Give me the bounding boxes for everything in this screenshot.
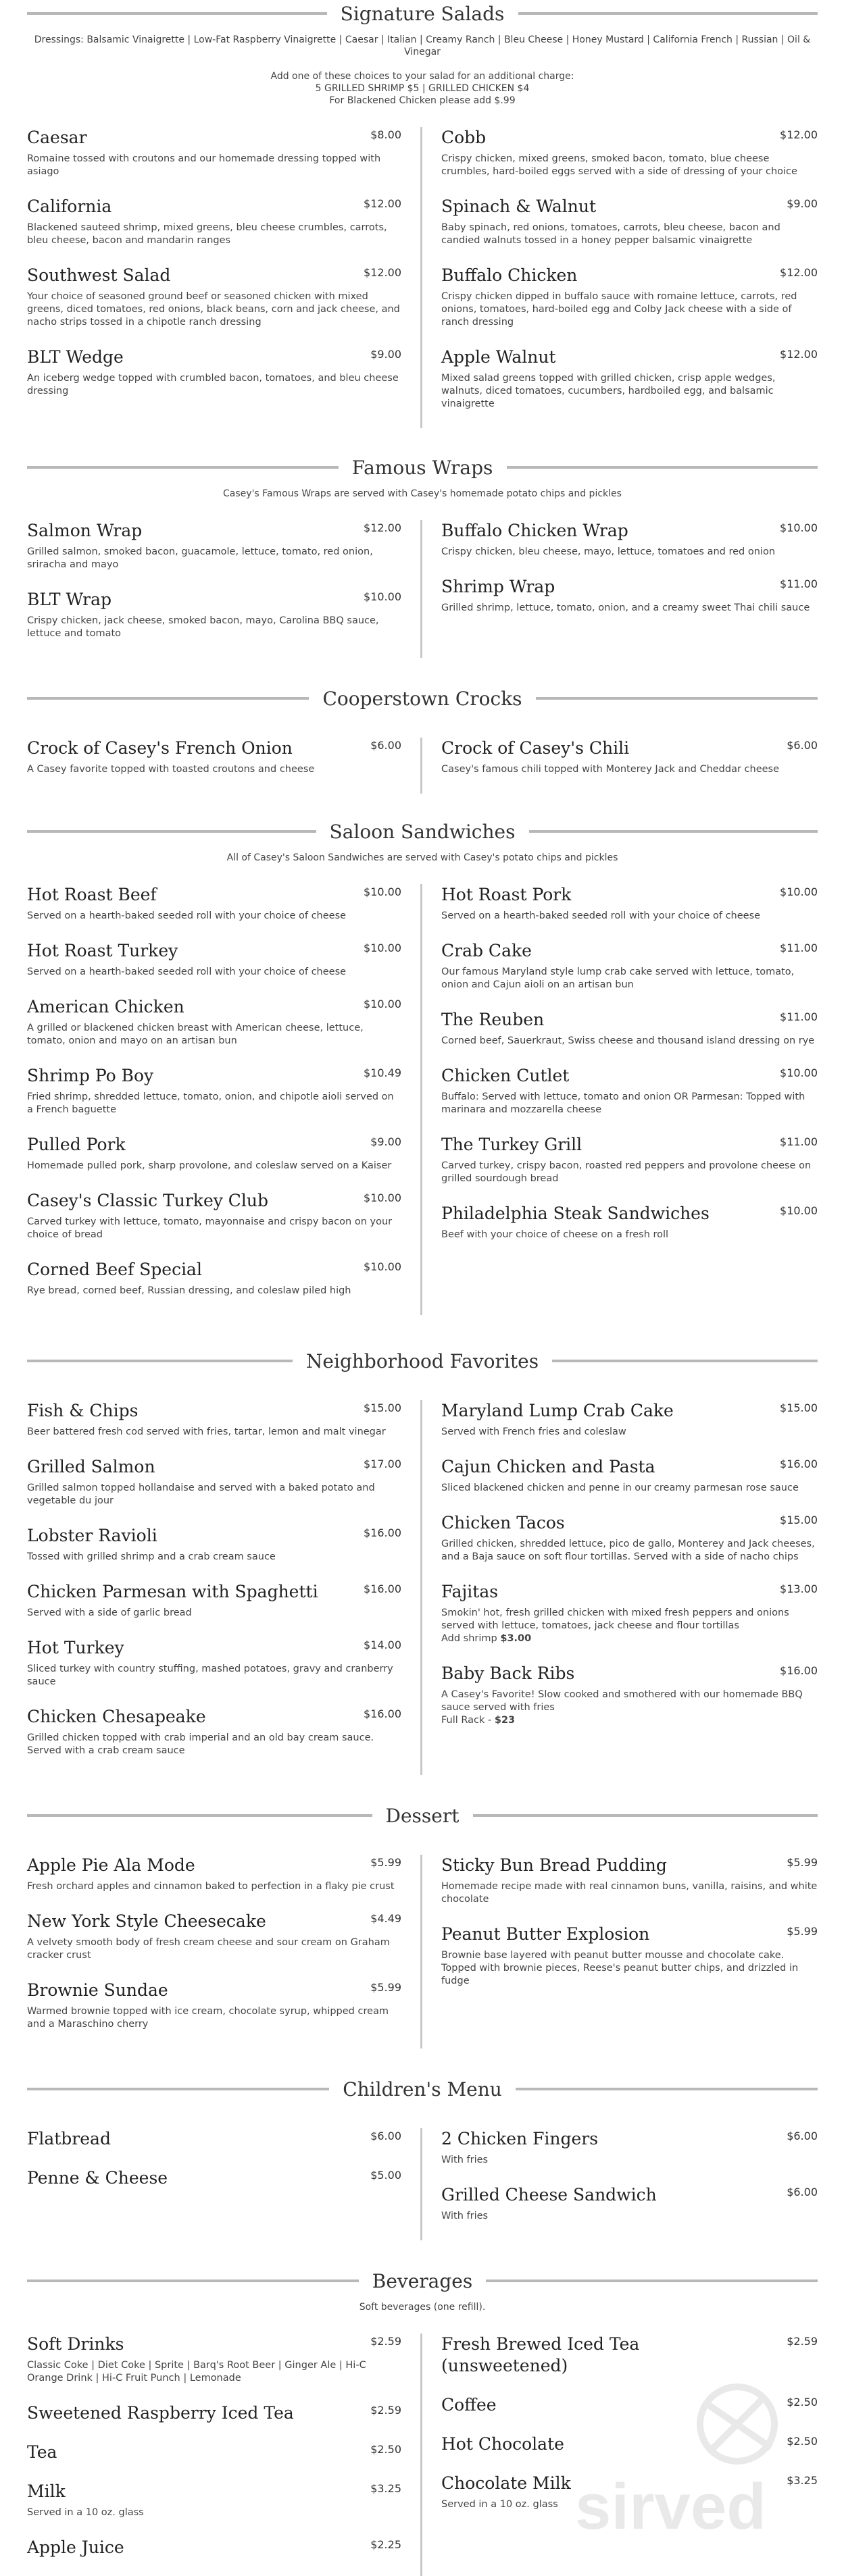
menu-item bbox=[441, 1581, 818, 1645]
item-description: Grilled chicken, shredded lettuce, pico de gallo, Monterey and Jack cheeses, and a Baja sauce on soft flour tortillas. Served with a side of nacho chips bbox=[441, 1539, 815, 1562]
section-neighborhood-favorites bbox=[27, 1347, 818, 1775]
menu-item bbox=[441, 1203, 818, 1241]
menu-item bbox=[27, 1581, 401, 1620]
item-name: California bbox=[27, 197, 112, 216]
item-description: An iceberg wedge topped with crumbled bacon, tomatoes, and bleu cheese dressing bbox=[27, 373, 399, 396]
section-title: Neighborhood Favorites bbox=[293, 1350, 552, 1372]
item-price: $12.00 bbox=[364, 197, 401, 210]
section-columns bbox=[27, 2128, 818, 2240]
column-left bbox=[27, 1855, 422, 2049]
item-name: Coffee bbox=[441, 2395, 497, 2415]
menu-item bbox=[27, 2481, 401, 2519]
item-description: Served on a hearth-baked seeded roll with your choice of cheese bbox=[441, 910, 761, 921]
item-price: $3.25 bbox=[370, 2482, 401, 2495]
item-description: Carved turkey, crispy bacon, roasted red peppers and provolone cheese on grilled sourdough bread bbox=[441, 1160, 812, 1184]
column-right bbox=[422, 520, 818, 658]
item-extra bbox=[441, 1632, 818, 1645]
note-line bbox=[27, 58, 818, 70]
item-price: $9.00 bbox=[787, 197, 818, 210]
item-name: Sticky Bun Bread Pudding bbox=[441, 1855, 667, 1875]
item-name: Fajitas bbox=[441, 1582, 499, 1601]
item-name: Baby Back Ribs bbox=[441, 1664, 575, 1683]
item-name: Crock of Casey's Chili bbox=[441, 738, 630, 758]
column-left bbox=[27, 738, 422, 794]
section-header bbox=[27, 0, 818, 27]
menu-item bbox=[441, 576, 818, 615]
item-description: Romaine tossed with croutons and our homemade dressing topped with asiago bbox=[27, 153, 381, 177]
item-name: Cajun Chicken and Pasta bbox=[441, 1457, 655, 1476]
item-name: Hot Roast Turkey bbox=[27, 941, 178, 960]
item-price: $2.25 bbox=[370, 2538, 401, 2551]
item-name: Salmon Wrap bbox=[27, 521, 143, 540]
menu-item bbox=[27, 738, 401, 776]
item-extra-price: $3.00 bbox=[500, 1633, 532, 1644]
section-columns bbox=[27, 738, 818, 794]
menu-item bbox=[441, 940, 818, 991]
section-columns bbox=[27, 1855, 818, 2049]
item-name: Chicken Parmesan with Spaghetti bbox=[27, 1582, 318, 1601]
column-right bbox=[422, 2128, 818, 2240]
note-line: Add one of these choices to your salad for an additional charge: bbox=[270, 71, 574, 82]
item-price: $10.00 bbox=[780, 1066, 818, 1079]
note-line: All of Casey's Saloon Sandwiches are served with Casey's potato chips and pickles bbox=[226, 852, 618, 863]
menu-item bbox=[27, 1980, 401, 2031]
section-signature-salads bbox=[27, 0, 818, 428]
item-description: Your choice of seasoned ground beef or seasoned chicken with mixed greens, diced tomatoes, red onions, black beans, corn and jack cheese, and nacho strips tossed in a chipotle ranch dressing bbox=[27, 291, 400, 328]
menu-item bbox=[27, 2442, 401, 2463]
menu-item bbox=[27, 520, 401, 571]
item-extra-label: Full Rack - bbox=[441, 1715, 492, 1726]
item-price: $16.00 bbox=[780, 1458, 818, 1470]
section-children-s-menu bbox=[27, 2076, 818, 2240]
item-description: Corned beef, Sauerkraut, Swiss cheese and thousand island dressing on rye bbox=[441, 1035, 815, 1046]
item-price: $6.00 bbox=[787, 2186, 818, 2198]
menu-item bbox=[27, 1400, 401, 1439]
menu-item bbox=[441, 265, 818, 329]
header-rule-right bbox=[518, 12, 818, 15]
item-description: Grilled salmon topped hollandaise and served with a baked potato and vegetable du jour bbox=[27, 1483, 375, 1506]
note-line: Soft beverages (one refill). bbox=[359, 2302, 486, 2313]
section-note bbox=[27, 488, 818, 500]
item-price: $11.00 bbox=[780, 942, 818, 954]
item-description: Blackened sauteed shrimp, mixed greens, bleu cheese crumbles, carrots, bleu cheese, bacon and mandarin ranges bbox=[27, 222, 387, 246]
item-price: $16.00 bbox=[364, 1582, 401, 1595]
item-price: $12.00 bbox=[364, 521, 401, 534]
section-title: Beverages bbox=[359, 2270, 486, 2292]
item-price: $11.00 bbox=[780, 577, 818, 590]
item-description: Homemade pulled pork, sharp provolone, and coleslaw served on a Kaiser bbox=[27, 1160, 392, 1171]
item-price: $5.99 bbox=[787, 1925, 818, 1938]
item-price: $10.00 bbox=[364, 1260, 401, 1273]
item-name: Tea bbox=[27, 2442, 57, 2462]
menu-item bbox=[27, 1637, 401, 1689]
item-name: New York Style Cheesecake bbox=[27, 1911, 266, 1931]
section-note bbox=[27, 852, 818, 864]
item-extra-price: $23 bbox=[494, 1715, 516, 1726]
section-title: Children's Menu bbox=[329, 2078, 516, 2101]
menu-item bbox=[27, 1259, 401, 1297]
item-price: $9.00 bbox=[370, 1135, 401, 1148]
menu-item bbox=[27, 127, 401, 178]
menu-item bbox=[27, 1134, 401, 1173]
item-description: With fries bbox=[441, 2211, 489, 2221]
item-description: Sliced blackened chicken and penne in our creamy parmesan rose sauce bbox=[441, 1483, 799, 1493]
item-name: 2 Chicken Fingers bbox=[441, 2129, 599, 2148]
item-description: A Casey favorite topped with toasted croutons and cheese bbox=[27, 764, 315, 775]
menu-item bbox=[441, 1134, 818, 1185]
item-name: Maryland Lump Crab Cake bbox=[441, 1401, 674, 1420]
item-name: Spinach & Walnut bbox=[441, 197, 597, 216]
note-line: Dressings: Balsamic Vinaigrette | Low-Fat Raspberry Vinaigrette | Caesar | Italian | Creamy Ranch | Bleu Cheese | Honey Mustard | California French | Russian | Oil & Vinegar bbox=[34, 34, 811, 57]
item-description: Served in a 10 oz. glass bbox=[27, 2507, 144, 2518]
item-name: Buffalo Chicken Wrap bbox=[441, 521, 628, 540]
item-description: Rye bread, corned beef, Russian dressing, and coleslaw piled high bbox=[27, 1285, 351, 1296]
header-rule-left bbox=[27, 2279, 359, 2282]
header-rule-left bbox=[27, 2088, 329, 2090]
header-rule-right bbox=[507, 466, 818, 469]
item-name: Shrimp Wrap bbox=[441, 577, 555, 596]
item-price: $12.00 bbox=[780, 348, 818, 361]
item-price: $15.00 bbox=[780, 1514, 818, 1526]
item-description: Brownie base layered with peanut butter mousse and chocolate cake. Topped with brownie pieces, Reese's peanut butter chips, and drizzled in fudge bbox=[441, 1950, 799, 1986]
menu-item bbox=[27, 1911, 401, 1962]
menu-item bbox=[441, 1456, 818, 1495]
item-price: $10.00 bbox=[364, 590, 401, 603]
section-columns bbox=[27, 1400, 818, 1775]
item-name: Fresh Brewed Iced Tea (unsweetened) bbox=[441, 2334, 640, 2375]
item-description: Grilled salmon, smoked bacon, guacamole, lettuce, tomato, red onion, sriracha and mayo bbox=[27, 546, 373, 570]
item-name: Southwest Salad bbox=[27, 265, 171, 285]
item-price: $17.00 bbox=[364, 1458, 401, 1470]
menu-item bbox=[441, 127, 818, 178]
header-rule-left bbox=[27, 1360, 293, 1362]
item-name: Chocolate Milk bbox=[441, 2473, 571, 2493]
item-name: The Reuben bbox=[441, 1010, 545, 1029]
section-title: Dessert bbox=[372, 1805, 473, 1827]
menu-item bbox=[27, 1456, 401, 1508]
item-name: Crock of Casey's French Onion bbox=[27, 738, 293, 758]
menu-item bbox=[27, 884, 401, 923]
section-note bbox=[27, 34, 818, 107]
section-columns bbox=[27, 520, 818, 658]
header-rule-left bbox=[27, 466, 339, 469]
item-price: $2.59 bbox=[370, 2335, 401, 2348]
item-price: $10.00 bbox=[364, 998, 401, 1010]
item-price: $5.99 bbox=[370, 1981, 401, 1994]
item-name: Milk bbox=[27, 2481, 66, 2501]
section-columns bbox=[27, 127, 818, 428]
item-name: Sweetened Raspberry Iced Tea bbox=[27, 2403, 294, 2423]
column-left bbox=[27, 2334, 422, 2576]
item-name: Chicken Tacos bbox=[441, 1513, 565, 1532]
note-line: Casey's Famous Wraps are served with Casey's homemade potato chips and pickles bbox=[223, 488, 622, 499]
item-name: Apple Pie Ala Mode bbox=[27, 1855, 195, 1875]
header-rule-right bbox=[552, 1360, 818, 1362]
item-description: Casey's famous chili topped with Monterey Jack and Cheddar cheese bbox=[441, 764, 780, 775]
watermark-text: sirved bbox=[575, 2471, 766, 2539]
menu-item bbox=[441, 2128, 818, 2167]
item-description: Grilled shrimp, lettuce, tomato, onion, and a creamy sweet Thai chili sauce bbox=[441, 602, 810, 613]
item-price: $10.00 bbox=[364, 885, 401, 898]
item-price: $2.59 bbox=[370, 2404, 401, 2417]
item-name: American Chicken bbox=[27, 997, 184, 1016]
item-price: $5.99 bbox=[787, 1856, 818, 1869]
menu-item bbox=[27, 996, 401, 1048]
column-left bbox=[27, 520, 422, 658]
item-description: Served with French fries and coleslaw bbox=[441, 1426, 626, 1437]
section-header bbox=[27, 2267, 818, 2294]
item-price: $4.49 bbox=[370, 1912, 401, 1925]
item-description: Crispy chicken dipped in buffalo sauce with romaine lettuce, carrots, red onions, tomatoes, hard-boiled egg and Colby Jack cheese with a side of ranch dressing bbox=[441, 291, 797, 328]
item-price: $6.00 bbox=[787, 739, 818, 752]
section-saloon-sandwiches bbox=[27, 818, 818, 1315]
item-description: Served with a side of garlic bread bbox=[27, 1607, 192, 1618]
item-name: Brownie Sundae bbox=[27, 1980, 168, 2000]
item-name: Caesar bbox=[27, 128, 87, 147]
header-rule-left bbox=[27, 12, 327, 15]
item-extra bbox=[441, 1714, 818, 1727]
item-name: Pulled Pork bbox=[27, 1135, 126, 1154]
item-description: Served on a hearth-baked seeded roll with your choice of cheese bbox=[27, 967, 347, 977]
menu-item bbox=[441, 884, 818, 923]
item-name: Shrimp Po Boy bbox=[27, 1066, 154, 1085]
menu-item bbox=[441, 1009, 818, 1048]
item-price: $2.59 bbox=[787, 2335, 818, 2348]
item-price: $10.00 bbox=[780, 521, 818, 534]
item-name: Chicken Chesapeake bbox=[27, 1707, 206, 1726]
item-price: $16.00 bbox=[780, 1664, 818, 1677]
item-name: Hot Turkey bbox=[27, 1638, 124, 1657]
item-price: $8.00 bbox=[370, 128, 401, 141]
item-name: Soft Drinks bbox=[27, 2334, 124, 2354]
item-price: $2.50 bbox=[370, 2443, 401, 2456]
item-name: Apple Walnut bbox=[441, 347, 556, 367]
header-rule-right bbox=[536, 697, 818, 700]
menu-item bbox=[441, 346, 818, 411]
item-description: Homemade recipe made with real cinnamon buns, vanilla, raisins, and white chocolate bbox=[441, 1881, 818, 1905]
header-rule-left bbox=[27, 697, 309, 700]
header-rule-right bbox=[473, 1814, 818, 1817]
item-price: $10.00 bbox=[364, 942, 401, 954]
item-description: Smokin' hot, fresh grilled chicken with mixed fresh peppers and onions served with lettuce, tomatoes, jack cheese and flour tortillas bbox=[441, 1607, 789, 1631]
item-description: Served on a hearth-baked seeded roll with your choice of cheese bbox=[27, 910, 347, 921]
menu-item bbox=[27, 1525, 401, 1564]
section-title: Signature Salads bbox=[327, 3, 518, 25]
menu-item bbox=[27, 1855, 401, 1893]
section-title: Cooperstown Crocks bbox=[309, 688, 535, 710]
item-price: $5.00 bbox=[370, 2169, 401, 2182]
item-name: Buffalo Chicken bbox=[441, 265, 578, 285]
item-description: Carved turkey with lettuce, tomato, mayonnaise and crispy bacon on your choice of bread bbox=[27, 1216, 393, 1240]
note-line: For Blackened Chicken please add $.99 bbox=[329, 95, 516, 106]
menu-item bbox=[27, 1706, 401, 1757]
section-title: Famous Wraps bbox=[339, 457, 507, 479]
section-dessert bbox=[27, 1802, 818, 2049]
item-price: $3.25 bbox=[787, 2474, 818, 2487]
item-description: Baby spinach, red onions, tomatoes, carrots, bleu cheese, bacon and candied walnuts tossed in a honey pepper balsamic vinaigrette bbox=[441, 222, 780, 246]
header-rule-right bbox=[486, 2279, 818, 2282]
item-price: $14.00 bbox=[364, 1639, 401, 1651]
item-price: $16.00 bbox=[364, 1707, 401, 1720]
item-description: Warmed brownie topped with ice cream, chocolate syrup, whipped cream and a Maraschino cherry bbox=[27, 2006, 389, 2030]
item-description: Sliced turkey with country stuffing, mashed potatoes, gravy and cranberry sauce bbox=[27, 1664, 393, 1687]
item-description: Beef with your choice of cheese on a fresh roll bbox=[441, 1229, 669, 1240]
item-name: Philadelphia Steak Sandwiches bbox=[441, 1204, 710, 1223]
section-header bbox=[27, 2076, 818, 2103]
column-right bbox=[422, 884, 818, 1315]
menu-item bbox=[441, 738, 818, 776]
column-left bbox=[27, 2128, 422, 2240]
column-left bbox=[27, 1400, 422, 1775]
item-price: $10.00 bbox=[780, 885, 818, 898]
item-name: Hot Chocolate bbox=[441, 2434, 564, 2454]
item-name: Hot Roast Pork bbox=[441, 885, 572, 904]
menu-item bbox=[441, 2334, 818, 2377]
item-name: Grilled Cheese Sandwich bbox=[441, 2185, 657, 2205]
column-right bbox=[422, 1400, 818, 1775]
item-price: $2.50 bbox=[787, 2435, 818, 2448]
section-header bbox=[27, 454, 818, 481]
menu-item bbox=[27, 196, 401, 247]
item-description: A Casey's Favorite! Slow cooked and smothered with our homemade BBQ sauce served with fries bbox=[441, 1689, 803, 1713]
item-name: Chicken Cutlet bbox=[441, 1066, 570, 1085]
item-price: $16.00 bbox=[364, 1526, 401, 1539]
header-rule-left bbox=[27, 1814, 372, 1817]
item-name: Apple Juice bbox=[27, 2538, 124, 2557]
item-price: $5.99 bbox=[370, 1856, 401, 1869]
item-price: $11.00 bbox=[780, 1010, 818, 1023]
header-rule-right bbox=[516, 2088, 818, 2090]
item-description: A grilled or blackened chicken breast with American cheese, lettuce, tomato, onion and mayo on an artisan bun bbox=[27, 1023, 364, 1046]
column-left bbox=[27, 884, 422, 1315]
item-price: $6.00 bbox=[370, 739, 401, 752]
section-columns bbox=[27, 884, 818, 1315]
item-price: $11.00 bbox=[780, 1135, 818, 1148]
item-description: Fried shrimp, shredded lettuce, tomato, onion, and chipotle aioli served on a French baguette bbox=[27, 1091, 394, 1115]
column-right bbox=[422, 738, 818, 794]
item-name: Cobb bbox=[441, 128, 487, 147]
section-cooperstown-crocks bbox=[27, 685, 818, 794]
menu-item bbox=[441, 1924, 818, 1988]
item-name: BLT Wrap bbox=[27, 590, 111, 609]
header-rule-left bbox=[27, 830, 316, 833]
item-price: $10.00 bbox=[364, 1191, 401, 1204]
item-description: Buffalo: Served with lettuce, tomato and onion OR Parmesan: Topped with marinara and mozzarella cheese bbox=[441, 1091, 805, 1115]
item-price: $6.00 bbox=[370, 2130, 401, 2142]
item-price: $15.00 bbox=[364, 1401, 401, 1414]
menu-item bbox=[27, 1065, 401, 1116]
menu-item bbox=[27, 940, 401, 979]
menu-item bbox=[27, 2334, 401, 2385]
item-description: Crispy chicken, jack cheese, smoked bacon, mayo, Carolina BBQ sauce, lettuce and tomato bbox=[27, 615, 379, 639]
menu-item bbox=[441, 1400, 818, 1439]
item-name: Corned Beef Special bbox=[27, 1260, 202, 1279]
menu-item bbox=[27, 2128, 401, 2150]
item-price: $12.00 bbox=[780, 266, 818, 279]
section-famous-wraps bbox=[27, 454, 818, 658]
menu-item bbox=[27, 265, 401, 329]
item-description: Beer battered fresh cod served with fries, tartar, lemon and malt vinegar bbox=[27, 1426, 386, 1437]
menu-item bbox=[441, 1855, 818, 1906]
item-name: Grilled Salmon bbox=[27, 1457, 155, 1476]
menu bbox=[27, 0, 818, 2576]
note-line: 5 GRILLED SHRIMP $5 | GRILLED CHICKEN $4 bbox=[315, 83, 530, 94]
item-extra-label: Add shrimp bbox=[441, 1633, 497, 1644]
item-description: With fries bbox=[441, 2155, 489, 2165]
menu-item bbox=[441, 1512, 818, 1564]
item-description: Fresh orchard apples and cinnamon baked to perfection in a flaky pie crust bbox=[27, 1881, 395, 1892]
menu-item bbox=[27, 2402, 401, 2424]
menu-item bbox=[441, 520, 818, 559]
item-price: $10.49 bbox=[364, 1066, 401, 1079]
item-description: A velvety smooth body of fresh cream cheese and sour cream on Graham cracker crust bbox=[27, 1937, 390, 1961]
menu-item bbox=[441, 196, 818, 247]
menu-item bbox=[441, 2184, 818, 2223]
item-description: Our famous Maryland style lump crab cake served with lettuce, tomato, onion and Cajun aioli on an artisan bun bbox=[441, 967, 795, 990]
item-name: Lobster Ravioli bbox=[27, 1526, 157, 1545]
item-price: $12.00 bbox=[364, 266, 401, 279]
sirved-watermark bbox=[568, 2377, 832, 2539]
item-name: Hot Roast Beef bbox=[27, 885, 157, 904]
item-name: Fish & Chips bbox=[27, 1401, 139, 1420]
item-name: Flatbread bbox=[27, 2129, 111, 2148]
item-name: Peanut Butter Explosion bbox=[441, 1924, 650, 1944]
section-note bbox=[27, 2301, 818, 2313]
item-price: $9.00 bbox=[370, 348, 401, 361]
menu-item bbox=[441, 1065, 818, 1116]
section-title: Saloon Sandwiches bbox=[316, 821, 529, 843]
item-name: Casey's Classic Turkey Club bbox=[27, 1191, 269, 1210]
menu-item bbox=[27, 2167, 401, 2189]
section-header bbox=[27, 685, 818, 712]
header-rule-right bbox=[529, 830, 818, 833]
item-name: BLT Wedge bbox=[27, 347, 124, 367]
item-price: $2.50 bbox=[787, 2396, 818, 2408]
section-header bbox=[27, 818, 818, 845]
section-header bbox=[27, 1802, 818, 1829]
item-price: $12.00 bbox=[780, 128, 818, 141]
column-right bbox=[422, 1855, 818, 2049]
item-description: Tossed with grilled shrimp and a crab cream sauce bbox=[27, 1551, 276, 1562]
column-right bbox=[422, 127, 818, 428]
item-description: Mixed salad greens topped with grilled chicken, crisp apple wedges, walnuts, diced tomatoes, cucumbers, hardboiled egg, and balsamic vinaigrette bbox=[441, 373, 776, 409]
item-price: $15.00 bbox=[780, 1401, 818, 1414]
fork-knife-icon bbox=[700, 2387, 774, 2461]
item-name: Penne & Cheese bbox=[27, 2168, 168, 2188]
menu-item bbox=[27, 346, 401, 398]
item-description: Crispy chicken, bleu cheese, mayo, lettuce, tomatoes and red onion bbox=[441, 546, 776, 557]
menu-item bbox=[27, 1190, 401, 1241]
item-description: Crispy chicken, mixed greens, smoked bacon, tomato, blue cheese crumbles, hard-boiled eggs served with a side of dressing of your choice bbox=[441, 153, 797, 177]
item-description: Classic Coke | Diet Coke | Sprite | Barq's Root Beer | Ginger Ale | Hi-C Orange Drink | Hi-C Fruit Punch | Lemonade bbox=[27, 2360, 366, 2384]
item-price: $6.00 bbox=[787, 2130, 818, 2142]
section-header bbox=[27, 1347, 818, 1374]
item-name: Crab Cake bbox=[441, 941, 532, 960]
item-price: $13.00 bbox=[780, 1582, 818, 1595]
menu-item bbox=[27, 2537, 401, 2558]
item-description: Grilled chicken topped with crab imperial and an old bay cream sauce. Served with a crab cream sauce bbox=[27, 1732, 374, 1756]
item-price: $10.00 bbox=[780, 1204, 818, 1217]
item-name: The Turkey Grill bbox=[441, 1135, 582, 1154]
menu-item bbox=[27, 589, 401, 640]
column-left bbox=[27, 127, 422, 428]
item-description: Served in a 10 oz. glass bbox=[441, 2499, 558, 2510]
menu-item bbox=[441, 1663, 818, 1727]
